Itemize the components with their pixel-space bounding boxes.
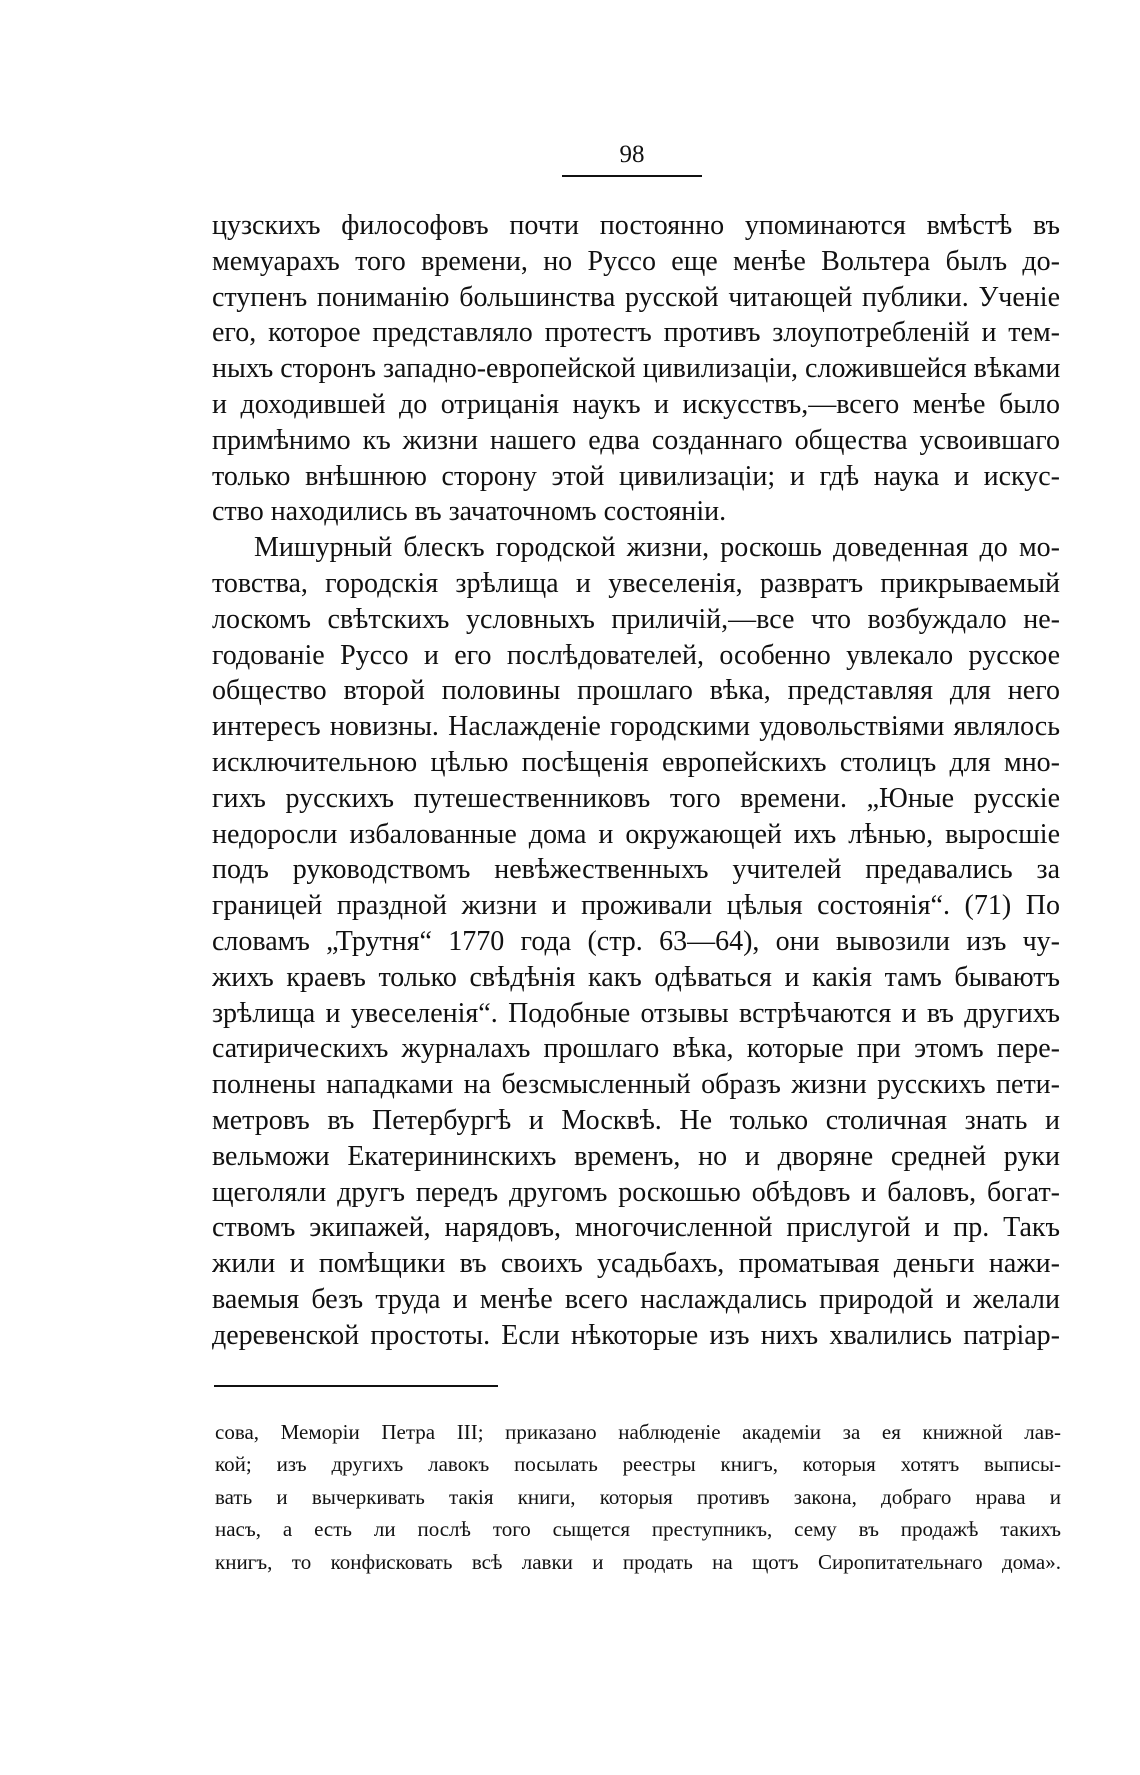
text-line: годованіе Руссо и его послѣдователей, особенно увлекало русское bbox=[212, 639, 1060, 671]
text-line: мемуарахъ того времени, но Руссо еще менѣе Вольтера былъ до- bbox=[212, 245, 1060, 277]
text-line: лоскомъ свѣтскихъ условныхъ приличій,—все что возбуждало не- bbox=[212, 603, 1060, 635]
footnote-line: кой; изъ другихъ лавокъ посылать реестры книгъ, которыя хотятъ выписы- bbox=[215, 1452, 1061, 1477]
text-line: деревенской простоты. Если нѣкоторые изъ нихъ хвалились патріар- bbox=[212, 1319, 1060, 1351]
main-text bbox=[212, 208, 1060, 1354]
text-line: цузскихъ философовъ почти постоянно упоминаются вмѣстѣ въ bbox=[212, 210, 1060, 241]
text-line: только внѣшнюю сторону этой цивилизаціи; и гдѣ наука и искус- bbox=[212, 460, 1060, 492]
footnote-divider bbox=[214, 1385, 498, 1387]
text-line: зрѣлища и увеселенія“. Подобные отзывы встрѣчаются и въ другихъ bbox=[212, 997, 1060, 1029]
text-line: ваемыя безъ труда и менѣе всего наслаждались природой и желали bbox=[212, 1283, 1060, 1315]
text-line: подъ руководствомъ невѣжественныхъ учителей предавались за bbox=[212, 854, 1060, 886]
page-number-underline bbox=[562, 175, 702, 177]
footnote-line: книгъ, то конфисковать всѣ лавки и продать на щотъ Сиропитательнаго дома». bbox=[215, 1549, 1061, 1574]
text-line: жихъ краевъ только свѣдѣнія какъ одѣваться и какія тамъ бываютъ bbox=[212, 961, 1060, 993]
text-line: Мишурный блескъ городской жизни, роскошь доведенная до мо- bbox=[254, 532, 1060, 564]
text-line: щеголяли другъ передъ другомъ роскошью обѣдовъ и баловъ, богат- bbox=[212, 1176, 1060, 1208]
text-line: гихъ русскихъ путешественниковъ того времени. „Юные русскіе bbox=[212, 782, 1060, 814]
text-line: сатирическихъ журналахъ прошлаго вѣка, которые при этомъ пере- bbox=[212, 1033, 1060, 1065]
text-line: его, которое представляло протестъ противъ злоупотребленій и тем- bbox=[212, 317, 1060, 349]
text-line: ство находились въ зачаточномъ состояніи. bbox=[212, 496, 727, 528]
text-line: границей праздной жизни и проживали цѣлыя состоянія“. (71) По bbox=[212, 890, 1060, 922]
text-line: товства, городскія зрѣлища и увеселенія, развратъ прикрываемый bbox=[212, 567, 1060, 599]
paragraph bbox=[212, 208, 1060, 530]
footnote-line: насъ, а есть ли послѣ того сыщется преступникъ, сему въ продажѣ такихъ bbox=[215, 1517, 1061, 1542]
footnote bbox=[215, 1416, 1061, 1578]
text-line: недоросли избалованные дома и окружающей ихъ лѣнью, выросшіе bbox=[212, 818, 1060, 850]
text-line: метровъ въ Петербургѣ и Москвѣ. Не только столичная знать и bbox=[212, 1104, 1060, 1136]
text-line: ствомъ экипажей, нарядовъ, многочисленной прислугой и пр. Такъ bbox=[212, 1212, 1060, 1244]
text-line: вельможи Екатерининскихъ временъ, но и дворяне средней руки bbox=[212, 1140, 1060, 1172]
text-line: жили и помѣщики въ своихъ усадьбахъ, проматывая деньги нажи- bbox=[212, 1248, 1060, 1280]
text-line: ныхъ сторонъ западно-европейской цивилизаціи, сложившейся вѣками bbox=[212, 353, 1060, 385]
text-line: исключительною цѣлью посѣщенія европейскихъ столицъ для мно- bbox=[212, 746, 1060, 778]
footnote-line: сова, Меморіи Петра III; приказано наблюденіе академіи за ея книжной лав- bbox=[215, 1420, 1061, 1444]
text-line: словамъ „Трутня“ 1770 года (стр. 63—64), они вывозили изъ чу- bbox=[212, 925, 1060, 957]
page-number: 98 bbox=[619, 141, 645, 168]
text-line: и доходившей до отрицанія наукъ и искусствъ,—всего менѣе было bbox=[212, 388, 1060, 420]
text-line: ступенъ пониманію большинства русской читающей публики. Ученіе bbox=[212, 281, 1060, 313]
text-line: полнены нападками на безсмысленный образъ жизни русскихъ пети- bbox=[212, 1069, 1060, 1101]
text-line: интересъ новизны. Наслажденіе городскими удовольствіями являлось bbox=[212, 711, 1060, 743]
footnote-line: вать и вычеркивать такія книги, которыя противъ закона, добраго нрава и bbox=[215, 1484, 1061, 1509]
text-line: общество второй половины прошлаго вѣка, представляя для него bbox=[212, 675, 1060, 707]
text-line: примѣнимо къ жизни нашего едва созданнаго общества усвоившаго bbox=[212, 424, 1060, 456]
paragraph bbox=[212, 530, 1060, 1353]
